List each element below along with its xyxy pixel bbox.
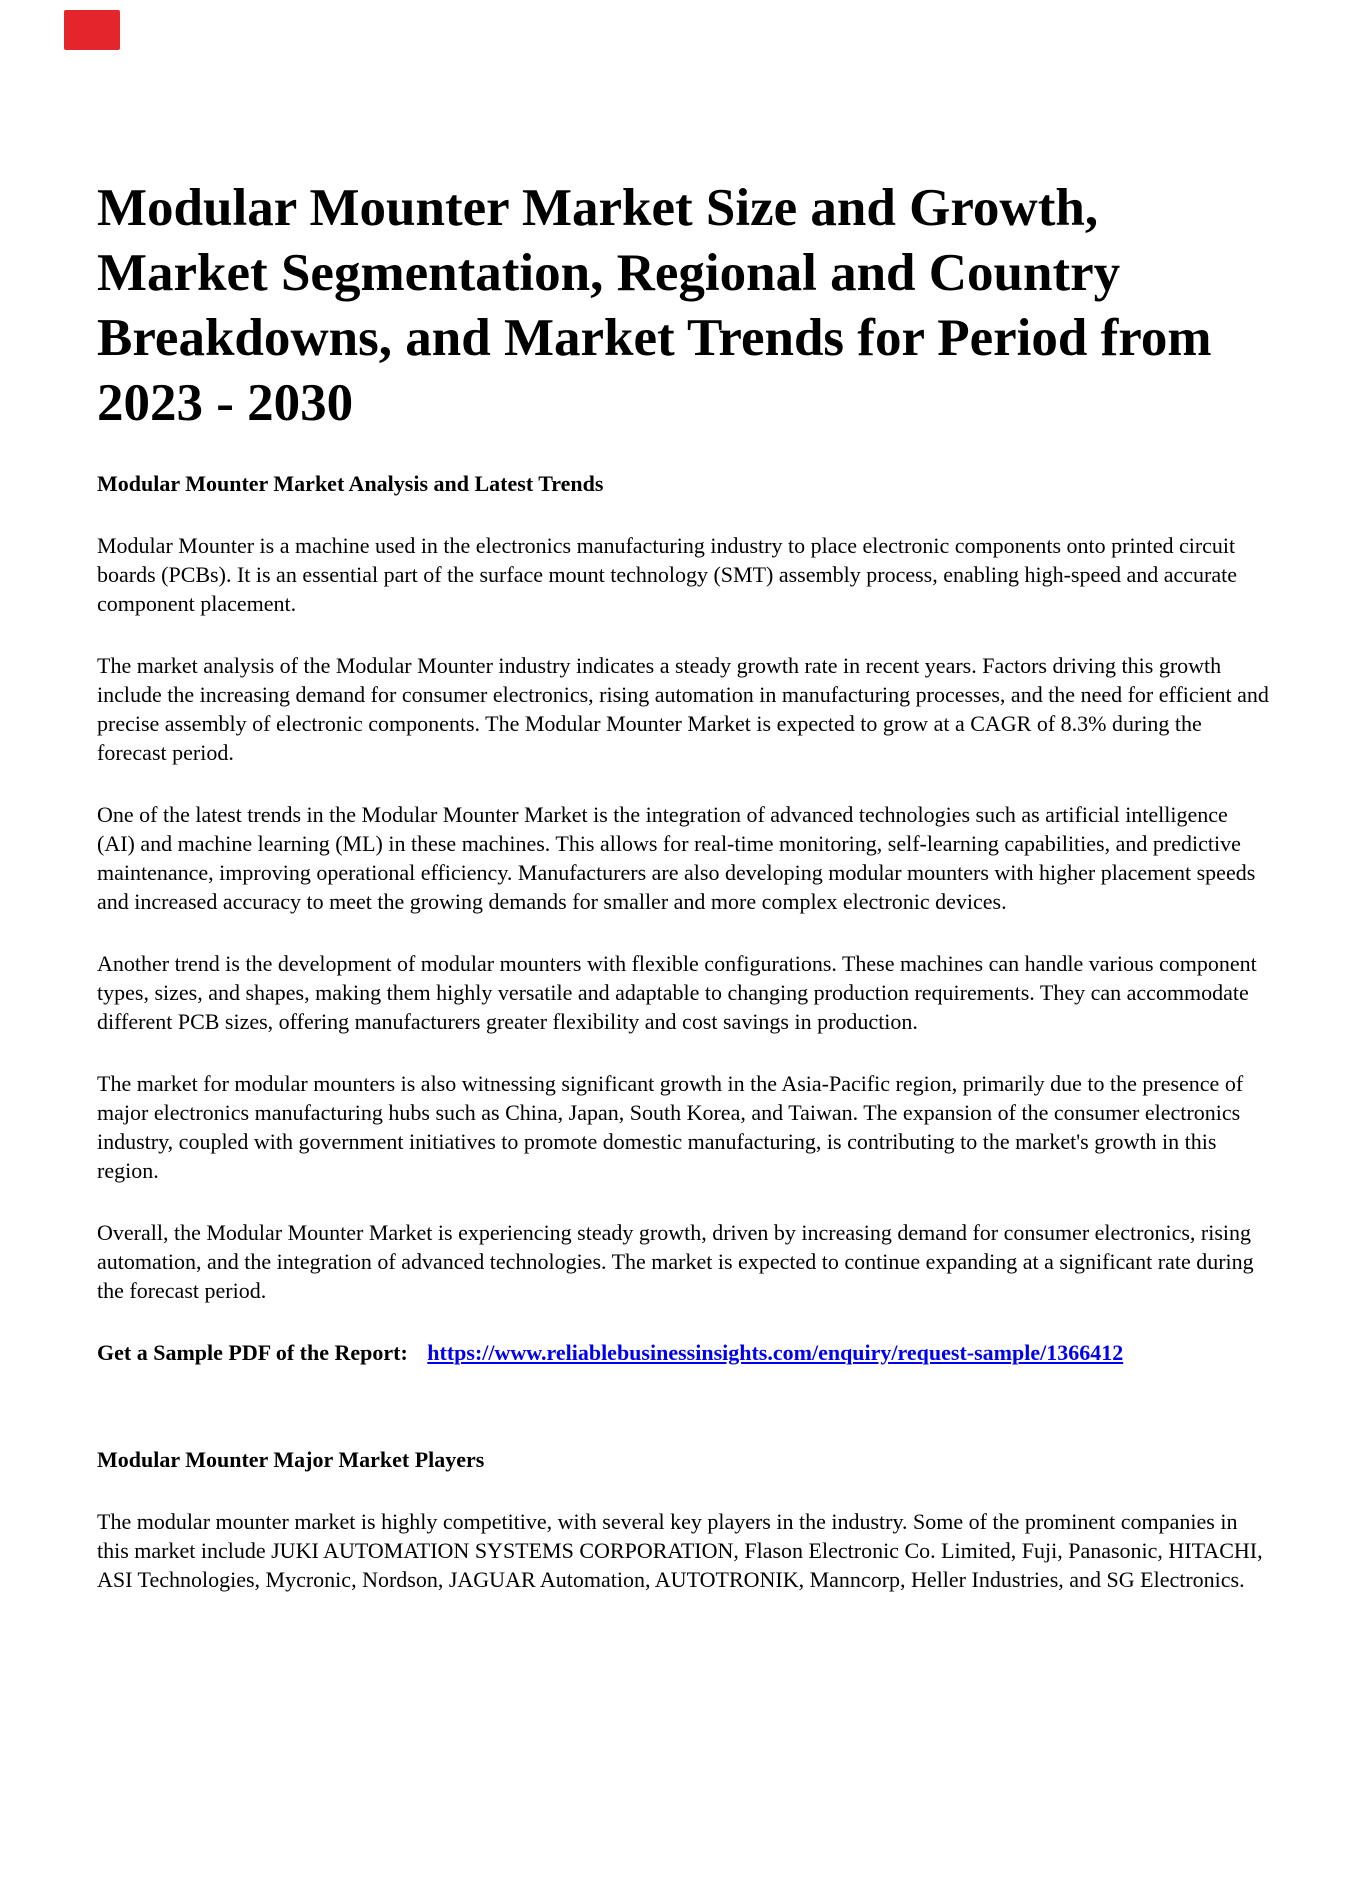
section-heading-major-market-players: Modular Mounter Major Market Players: [97, 1447, 485, 1472]
paragraph-market-players: The modular mounter market is highly competitive, with several key players in the industry. Some of the prominent companies in this market include JUKI AUTOMATION SYSTEMS CORPORATION, Flason Electronic Co. Limited, Fuji, Panasonic, HITACHI, ASI Technologies, Mycronic, Nordson, JAGUAR Automation, AUTOTRONIK, Manncorp, Heller Industries, and SG Electronics.: [97, 1509, 1263, 1592]
paragraph-overall-summary: Overall, the Modular Mounter Market is experiencing steady growth, driven by increasing demand for consumer electronics, rising automation, and the integration of advanced technologies. The market is expected to continue expanding at a significant rate during the forecast period.: [97, 1220, 1254, 1303]
brand-logo-icon: [64, 10, 120, 50]
paragraph-latest-trends: One of the latest trends in the Modular Mounter Market is the integration of advanced technologies such as artificial intelligence (AI) and machine learning (ML) in these machines. This allows for real-time monitoring, self-learning capabilities, and predictive maintenance, improving operational efficiency. Manufacturers are also developing modular mounters with higher placement speeds and increased accuracy to meet the growing demands for smaller and more complex electronic devices.: [97, 802, 1256, 914]
page-title: Modular Mounter Market Size and Growth, Market Segmentation, Regional and Country Breakdowns, and Market Trends for Period from 2023 - 2030: [97, 179, 1212, 432]
paragraph-market-analysis: The market analysis of the Modular Mounter industry indicates a steady growth rate in recent years. Factors driving this growth include the increasing demand for consumer electronics, rising automation in manufacturing processes, and the need for efficient and precise assembly of electronic components. The Modular Mounter Market is expected to grow at a CAGR of 8.3% during the forecast period.: [97, 653, 1269, 765]
paragraph-definition: Modular Mounter is a machine used in the electronics manufacturing industry to place electronic components onto printed circuit boards (PCBs). It is an essential part of the surface mount technology (SMT) assembly process, enabling high-speed and accurate component placement.: [97, 533, 1238, 616]
section-heading-analysis-trends: Modular Mounter Market Analysis and Latest Trends: [97, 471, 604, 496]
paragraph-flexible-configurations: Another trend is the development of modular mounters with flexible configurations. These machines can handle various component types, sizes, and shapes, making them highly versatile and adaptable to changing production requirements. They can accommodate different PCB sizes, offering manufacturers greater flexibility and cost savings in production.: [97, 951, 1257, 1034]
sample-pdf-cta: [97, 1338, 1269, 1367]
paragraph-asia-pacific-growth: The market for modular mounters is also witnessing significant growth in the Asia-Pacific region, primarily due to the presence of major electronics manufacturing hubs such as China, Japan, South Korea, and Taiwan. The expansion of the consumer electronics industry, coupled with government initiatives to promote domestic manufacturing, is contributing to the market's growth in this region.: [97, 1071, 1244, 1183]
sample-report-link[interactable]: https://www.reliablebusinessinsights.com/enquiry/request-sample/1366412: [427, 1340, 1124, 1365]
sample-pdf-cta-label: Get a Sample PDF of the Report:: [97, 1340, 408, 1365]
